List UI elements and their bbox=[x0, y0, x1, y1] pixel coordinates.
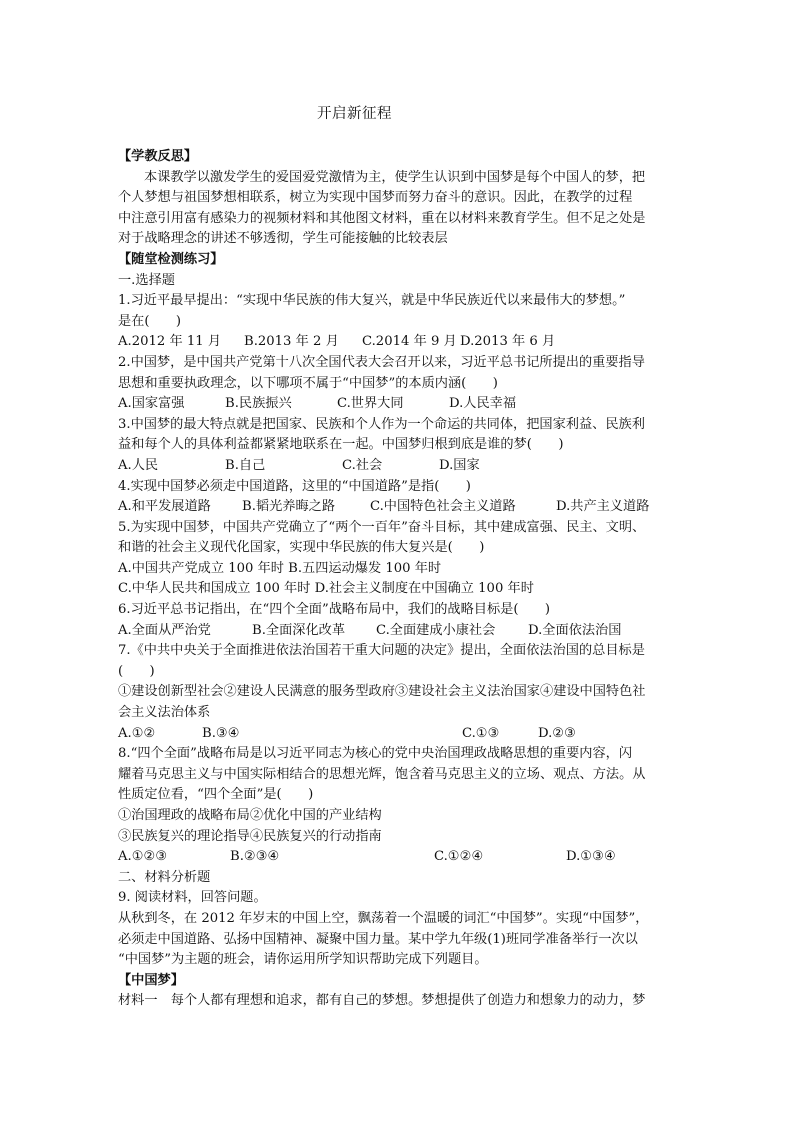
question-text: 4.实现中国梦必须走中国道路，这里的“中国道路”是指( ) bbox=[118, 478, 471, 494]
question-text: ( ) bbox=[118, 663, 155, 679]
option-row: C.中华人民共和国成立 100 年时 D.社会主义制度在中国确立 100 年时 bbox=[118, 581, 534, 597]
question-text: 9. 阅读材料，回答问题。 bbox=[118, 890, 267, 906]
option: A.①②③ bbox=[118, 849, 168, 865]
option: A.和平发展道路 bbox=[118, 499, 211, 515]
material-text: 材料一 每个人都有理想和追求，都有自己的梦想。梦想提供了创造力和想象力的动力，梦 bbox=[118, 993, 646, 1009]
page-title: 开启新征程 bbox=[317, 106, 392, 122]
question-text: 1.习近平最早提出：“实现中华民族的伟大复兴，就是中华民族近代以来最伟大的梦想。” bbox=[118, 293, 626, 309]
question-text: “中国梦”为主题的班会，请你运用所学知识帮助完成下列题目。 bbox=[118, 952, 488, 968]
reflection-heading: 【学教反思】 bbox=[118, 149, 198, 164]
section-heading: 二、材料分析题 bbox=[118, 869, 211, 885]
section-heading: 一.选择题 bbox=[118, 272, 175, 288]
question-text: 耀着马克思主义与中国实际相结合的思想光辉，饱含着马克思主义的立场、观点、方法。从 bbox=[118, 766, 646, 782]
option-row bbox=[118, 724, 683, 745]
option: D.国家 bbox=[439, 457, 480, 473]
option: B.全面深化改革 bbox=[252, 622, 346, 638]
option: D.人民幸福 bbox=[449, 396, 517, 412]
question-text: 从秋到冬，在 2012 年岁末的中国上空，飘荡着一个温暖的词汇“中国梦”。实现“中国梦”， bbox=[118, 910, 649, 926]
option-row: A.中国共产党成立 100 年时 B.五四运动爆发 100 年时 bbox=[118, 560, 442, 576]
option: B.2013 年 2 月 bbox=[244, 334, 339, 350]
question-text: 和谐的社会主义现代化国家，实现中华民族的伟大复兴是( ) bbox=[118, 540, 485, 556]
option: A.①② bbox=[118, 725, 156, 741]
option: D.②③ bbox=[538, 725, 576, 741]
question-text: 7.《中共中央关于全面推进依法治国若干重大问题的决定》提出，全面依法治国的总目标是 bbox=[118, 643, 645, 659]
option: C.①③ bbox=[462, 725, 500, 741]
reflection-line: 个人梦想与祖国梦想相联系，树立为实现中国梦而努力奋斗的意识。因此，在教学的过程 bbox=[118, 190, 633, 206]
option-row bbox=[118, 621, 683, 642]
dream-heading: 【中国梦】 bbox=[118, 972, 184, 988]
option: C.全面建成小康社会 bbox=[376, 622, 496, 638]
question-text: 5.为实现中国梦，中国共产党确立了“两个一百年”奋斗目标，其中建成富强、民主、文明、 bbox=[118, 519, 646, 535]
question-text: 思想和重要执政理念，以下哪项不属于“中国梦”的本质内涵( ) bbox=[118, 375, 498, 391]
question-text: 是在( ) bbox=[118, 313, 182, 329]
question-text: ①建设创新型社会②建设人民满意的服务型政府③建设社会主义法治国家④建设中国特色社 bbox=[118, 684, 646, 700]
option: D.共产主义道路 bbox=[556, 499, 650, 515]
question-text: 益和每个人的具体利益都紧紧地联系在一起。中国梦归根到底是谁的梦( ) bbox=[118, 437, 564, 453]
option: C.社会 bbox=[342, 457, 383, 473]
option-row bbox=[118, 332, 683, 353]
question-text: 会主义法治体系 bbox=[118, 705, 211, 721]
reflection-line: 中注意引用富有感染力的视频材料和其他图文材料，重在以材料来教育学生。但不足之处是 bbox=[118, 210, 646, 226]
option: B.③④ bbox=[202, 725, 240, 741]
option: D.①③④ bbox=[566, 849, 616, 865]
option: C.中国特色社会主义道路 bbox=[370, 499, 516, 515]
option-row bbox=[118, 394, 683, 415]
option: C.2014 年 9 月 bbox=[362, 334, 457, 350]
question-text: 性质定位看，“四个全面”是( ) bbox=[118, 787, 314, 803]
option-row bbox=[118, 456, 683, 477]
option: C.世界大同 bbox=[337, 396, 404, 412]
option: A.国家富强 bbox=[118, 396, 185, 412]
reflection-line: 对于战略理念的讲述不够透彻，学生可能接触的比较表层 bbox=[118, 231, 448, 247]
option: B.韬光养晦之路 bbox=[242, 499, 336, 515]
reflection-line: 本课教学以激发学生的爱国爱党激情为主，使学生认识到中国梦是每个中国人的梦，把 bbox=[144, 169, 646, 185]
option: A.2012 年 11 月 bbox=[118, 334, 222, 350]
option-row bbox=[118, 847, 683, 868]
option: B.②③④ bbox=[230, 849, 280, 865]
option: B.民族振兴 bbox=[225, 396, 292, 412]
question-text: ①治国理政的战略布局②优化中国的产业结构 bbox=[118, 808, 382, 823]
question-text: 3.中国梦的最大特点就是把国家、民族和个人作为一个命运的共同体，把国家利益、民族利 bbox=[118, 416, 645, 432]
option: A.全面从严治党 bbox=[118, 622, 211, 638]
option-row bbox=[118, 497, 683, 518]
option: C.①②④ bbox=[434, 849, 484, 865]
option: D.全面依法治国 bbox=[528, 622, 622, 638]
question-text: 2.中国梦，是中国共产党第十八次全国代表大会召开以来，习近平总书记所提出的重要指导 bbox=[118, 354, 645, 370]
question-text: 8.“四个全面”战略布局是以习近平同志为核心的党中央治国理政战略思想的重要内容，闪 bbox=[118, 746, 632, 762]
option: D.2013 年 6 月 bbox=[460, 334, 556, 350]
question-text: 必须走中国道路、弘扬中国精神、凝聚中国力量。某中学九年级(1)班同学准备举行一次以 bbox=[118, 931, 638, 947]
practice-heading: 【随堂检测练习】 bbox=[118, 251, 224, 267]
question-text: ③民族复兴的理论指导④民族复兴的行动指南 bbox=[118, 828, 382, 844]
document-body bbox=[118, 147, 683, 1012]
question-text: 6.习近平总书记指出，在“四个全面”战略布局中，我们的战略目标是( ) bbox=[118, 602, 550, 618]
option: A.人民 bbox=[118, 457, 159, 473]
option: B.自己 bbox=[225, 457, 266, 473]
